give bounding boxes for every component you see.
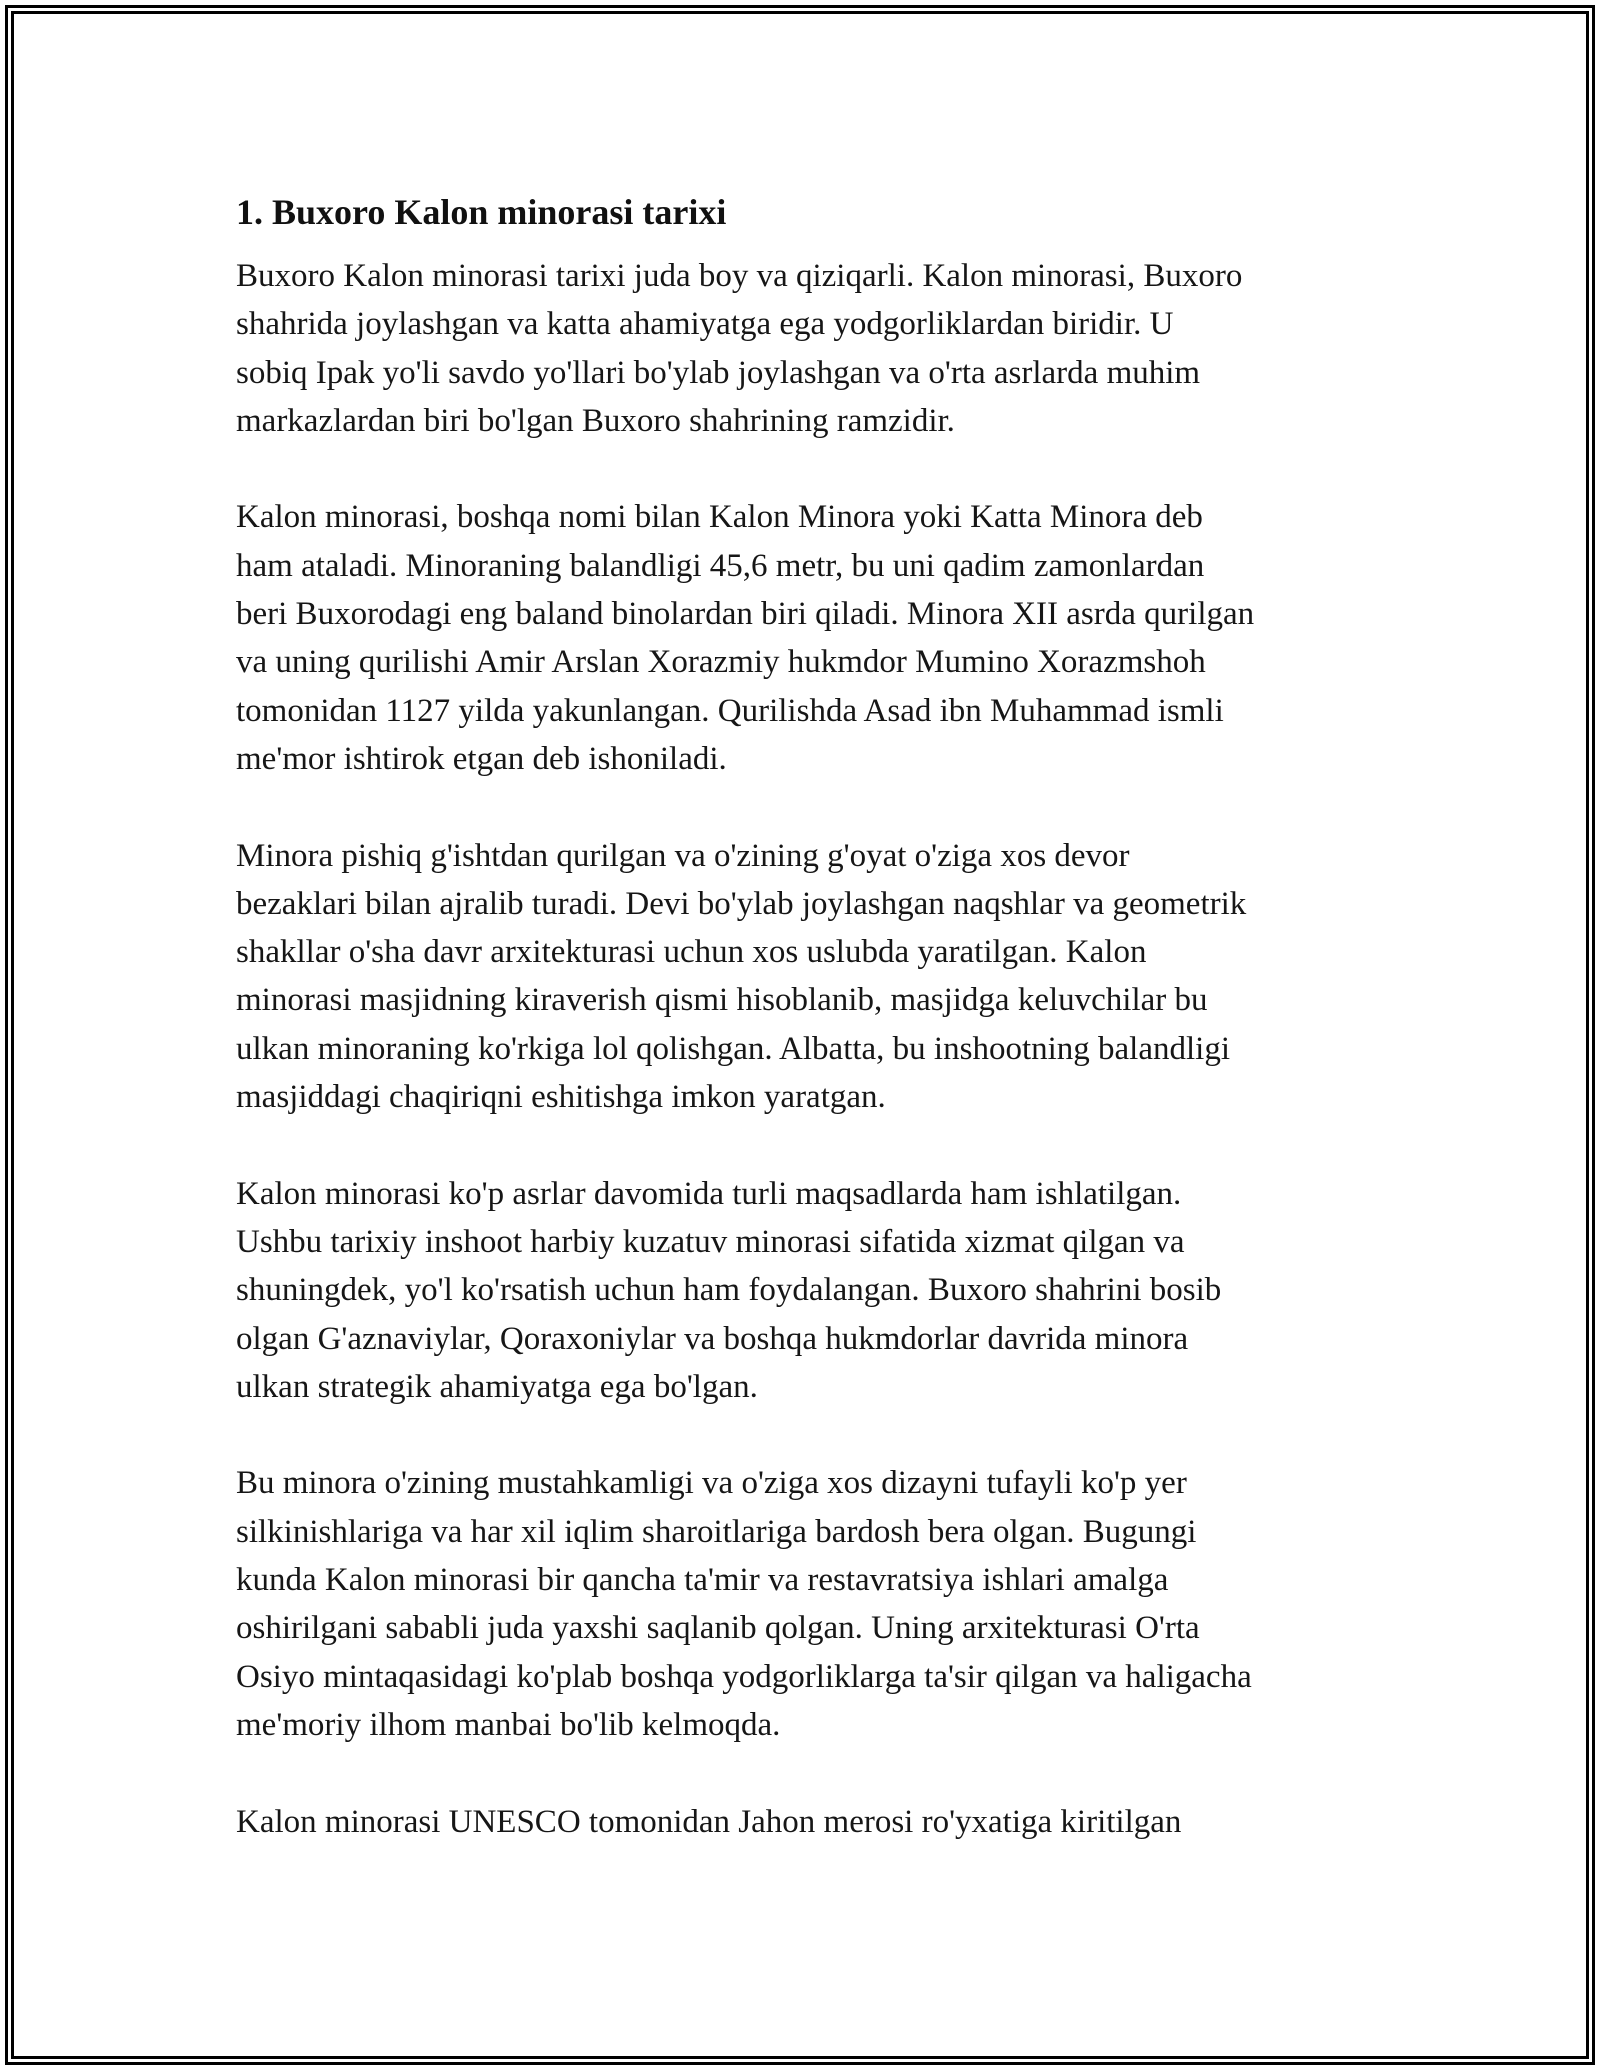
text-line: me'moriy ilhom manbai bo'lib kelmoqda. [236,1706,781,1743]
paragraph-5 [236,1459,1386,1749]
text-line: ulkan minoraning ko'rkiga lol qolishgan. Albatta, bu inshootning balandligi [236,1030,1230,1067]
text-line: Ushbu tarixiy inshoot harbiy kuzatuv minorasi sifatida xizmat qilgan va [236,1223,1185,1260]
text-line: olgan G'aznaviylar, Qoraxoniylar va boshqa hukmdorlar davrida minora [236,1320,1189,1357]
paragraph-2 [236,493,1386,783]
text-line: Kalon minorasi ko'p asrlar davomida turli maqsadlarda ham ishlatilgan. [236,1175,1182,1212]
text-line: markazlardan biri bo'lgan Buxoro shahrining ramzidir. [236,402,955,439]
text-line: Buxoro Kalon minorasi tarixi juda boy va qiziqarli. Kalon minorasi, Buxoro [236,258,1243,294]
text-line: kunda Kalon minorasi bir qancha ta'mir va restavratsiya ishlari amalga [236,1562,1169,1599]
text-line: tomonidan 1127 yilda yakunlangan. Qurilishda Asad ibn Muhammad ismli [236,692,1224,729]
section-heading: 1. Buxoro Kalon minorasi tarixi [236,192,727,232]
text-line: Kalon minorasi UNESCO tomonidan Jahon merosi ro'yxatiga kiritilgan [236,1803,1182,1840]
text-line: silkinishlariga va har xil iqlim sharoitlariga bardosh bera olgan. Bugungi [236,1513,1197,1550]
text-line: shuningdek, yo'l ko'rsatish uchun ham foydalangan. Buxoro shahrini bosib [236,1272,1222,1309]
text-line: minorasi masjidning kiraverish qismi hisoblanib, masjidga keluvchilar bu [236,982,1208,1019]
text-line: ulkan strategik ahamiyatga ega bo'lgan. [236,1368,758,1405]
text-line: Osiyo mintaqasidagi ko'plab boshqa yodgorliklarga ta'sir qilgan va haligacha [236,1658,1252,1695]
text-line: Minora pishiq g'ishtdan qurilgan va o'zining g'oyat o'ziga xos devor [236,837,1130,874]
paragraph-1 [236,252,1386,445]
text-line: va uning qurilishi Amir Arslan Xorazmiy hukmdor Mumino Xorazmshoh [236,644,1206,681]
text-line: bezaklari bilan ajralib turadi. Devi bo'ylab joylashgan naqshlar va geometrik [236,885,1247,922]
text-line: shahrida joylashgan va katta ahamiyatga ega yodgorliklardan biridir. U [236,306,1174,343]
paragraph-3 [236,832,1386,1122]
text-line: oshirilgani sababli juda yaxshi saqlanib qolgan. Uning arxitekturasi O'rta [236,1610,1200,1647]
paragraph-6 [236,1798,1386,1846]
text-line: Bu minora o'zining mustahkamligi va o'ziga xos dizayni tufayli ko'p yer [236,1465,1187,1502]
text-line: shakllar o'sha davr arxitekturasi uchun xos uslubda yaratilgan. Kalon [236,934,1147,971]
text-line: ham ataladi. Minoraning balandligi 45,6 metr, bu uni qadim zamonlardan [236,547,1205,584]
text-line: sobiq Ipak yo'li savdo yo'llari bo'ylab joylashgan va o'rta asrlarda muhim [236,354,1201,391]
document-body [236,186,1386,1894]
text-line: me'mor ishtirok etgan deb ishoniladi. [236,740,727,777]
text-line: Kalon minorasi, boshqa nomi bilan Kalon Minora yoki Katta Minora deb [236,499,1203,536]
paragraph-4 [236,1170,1386,1411]
text-line: masjiddagi chaqiriqni eshitishga imkon yaratgan. [236,1079,886,1116]
text-line: beri Buxorodagi eng baland binolardan biri qiladi. Minora XII asrda qurilgan [236,596,1255,633]
